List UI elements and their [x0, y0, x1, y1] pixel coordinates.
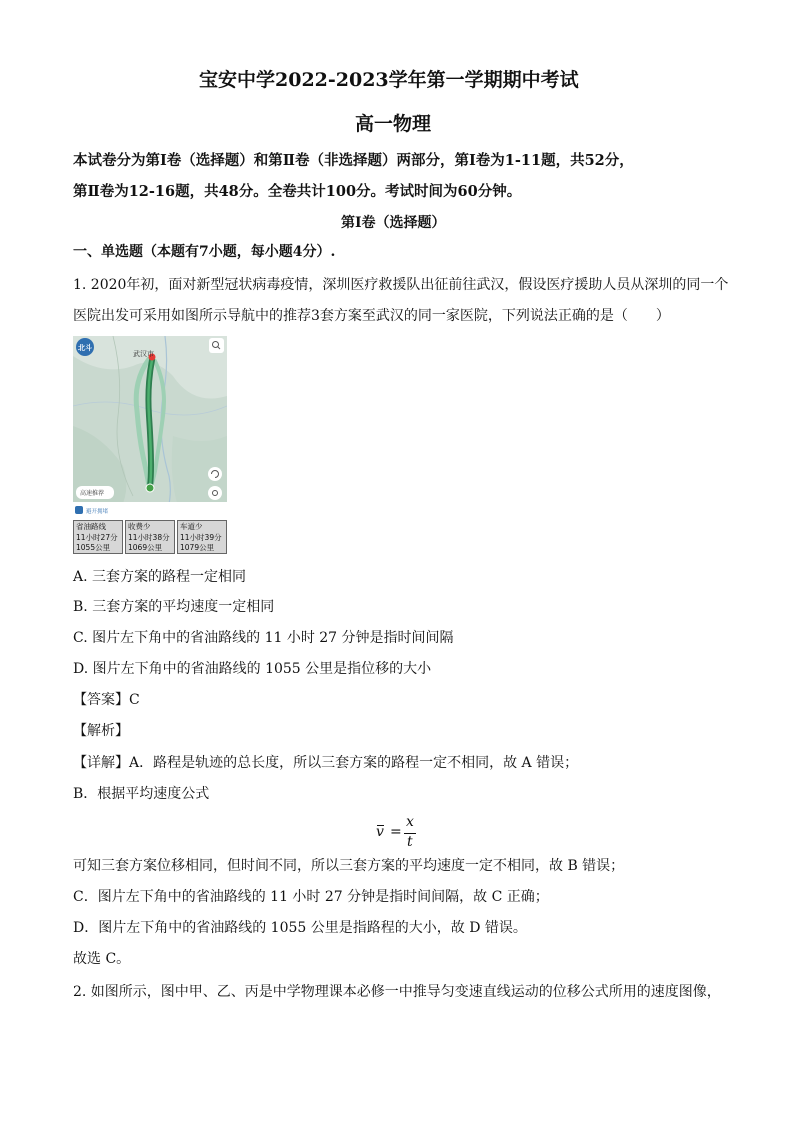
q1-detail-a: 【详解】A．路程是轨迹的总长度，所以三套方案的路程一定不相同，故 A 错误；	[73, 755, 579, 771]
route-card-distance: 1055公里	[76, 543, 111, 552]
map-logo: 北斗	[78, 344, 92, 352]
q1-option-a: A. 三套方案的路程一定相同	[73, 569, 247, 585]
intro-line-1: 本试卷分为第Ⅰ卷（选择题）和第Ⅱ卷（非选择题）两部分，第Ⅰ卷为1-11题，共52分，	[73, 152, 634, 169]
route-card-time: 11小时27分	[76, 532, 118, 542]
formula-lhs: v	[376, 824, 384, 840]
traffic-icon	[75, 506, 83, 514]
formula-equals: =	[390, 824, 402, 840]
subject-title: 高一物理	[355, 113, 432, 135]
map-image	[73, 336, 227, 520]
route-card-time: 11小时39分	[180, 532, 222, 542]
q1-option-d: D. 图片左下角中的省油路线的 1055 公里是指位移的大小	[73, 661, 432, 677]
route-filter-dropdown[interactable]	[76, 486, 114, 499]
q1-stem-line-1: 1. 2020年初，面对新型冠状病毒疫情，深圳医疗救援队出征前往武汉，假设医疗援助人员从深圳的同一个	[73, 277, 729, 293]
section-heading: 一、单选题（本题有7小题，每小题4分）.	[73, 244, 336, 260]
route-filter-label: 高速推荐	[80, 490, 105, 497]
formula-numerator: x	[406, 814, 414, 830]
map-search-icon[interactable]	[209, 338, 224, 353]
part1-heading: 第Ⅰ卷（选择题）	[341, 215, 446, 231]
average-velocity-formula	[376, 814, 426, 850]
q1-detail-b: B．根据平均速度公式	[73, 786, 210, 802]
route-card-1[interactable]	[73, 520, 123, 554]
route-card-2[interactable]	[125, 520, 175, 554]
route-card-name: 收费少	[128, 522, 151, 531]
q1-detail-c: C．图片左下角中的省油路线的 11 小时 27 分钟是指时间间隔，故 C 正确；	[73, 889, 549, 905]
route-card-name: 省油路线	[76, 522, 106, 531]
q1-analysis-label: 【解析】	[73, 723, 129, 739]
q2-stem-line-1: 2. 如图所示，图中甲、乙、丙是中学物理课本必修一中推导匀变速直线运动的位移公式所用的速度图像，	[73, 984, 721, 1000]
q1-conclusion: 故选 C。	[73, 951, 131, 967]
route-card-3[interactable]	[177, 520, 227, 554]
q1-stem-line-2: 医院出发可采用如图所示导航中的推荐3套方案至武汉的同一家医院，下列说法正确的是（ ）	[73, 308, 670, 324]
route-card-name: 车道少	[180, 522, 203, 531]
formula-denominator: t	[407, 834, 413, 850]
q1-detail-b-conclusion: 可知三套方案位移相同，但时间不同，所以三套方案的平均速度一定不相同，故 B 错误；	[73, 858, 625, 874]
map-locate-icon[interactable]	[208, 486, 222, 500]
map-city-label: 武汉市	[133, 350, 154, 358]
q1-detail-d: D．图片左下角中的省油路线的 1055 公里是指路程的大小，故 D 错误。	[73, 920, 527, 936]
map-refresh-icon[interactable]	[208, 467, 222, 481]
q1-option-c: C. 图片左下角中的省油路线的 11 小时 27 分钟是指时间间隔	[73, 630, 454, 646]
route-card-distance: 1069公里	[128, 543, 163, 552]
q1-answer: 【答案】C	[73, 692, 140, 708]
exam-title: 宝安中学2022-2023学年第一学期期中考试	[199, 69, 579, 91]
route-card-time: 11小时38分	[128, 532, 170, 542]
route-card-distance: 1079公里	[180, 543, 215, 552]
q1-option-b: B. 三套方案的平均速度一定相同	[73, 599, 275, 615]
intro-line-2: 第Ⅱ卷为12-16题，共48分。全卷共计100分。考试时间为60分钟。	[73, 183, 522, 200]
traffic-note: 避开拥堵	[86, 509, 109, 515]
